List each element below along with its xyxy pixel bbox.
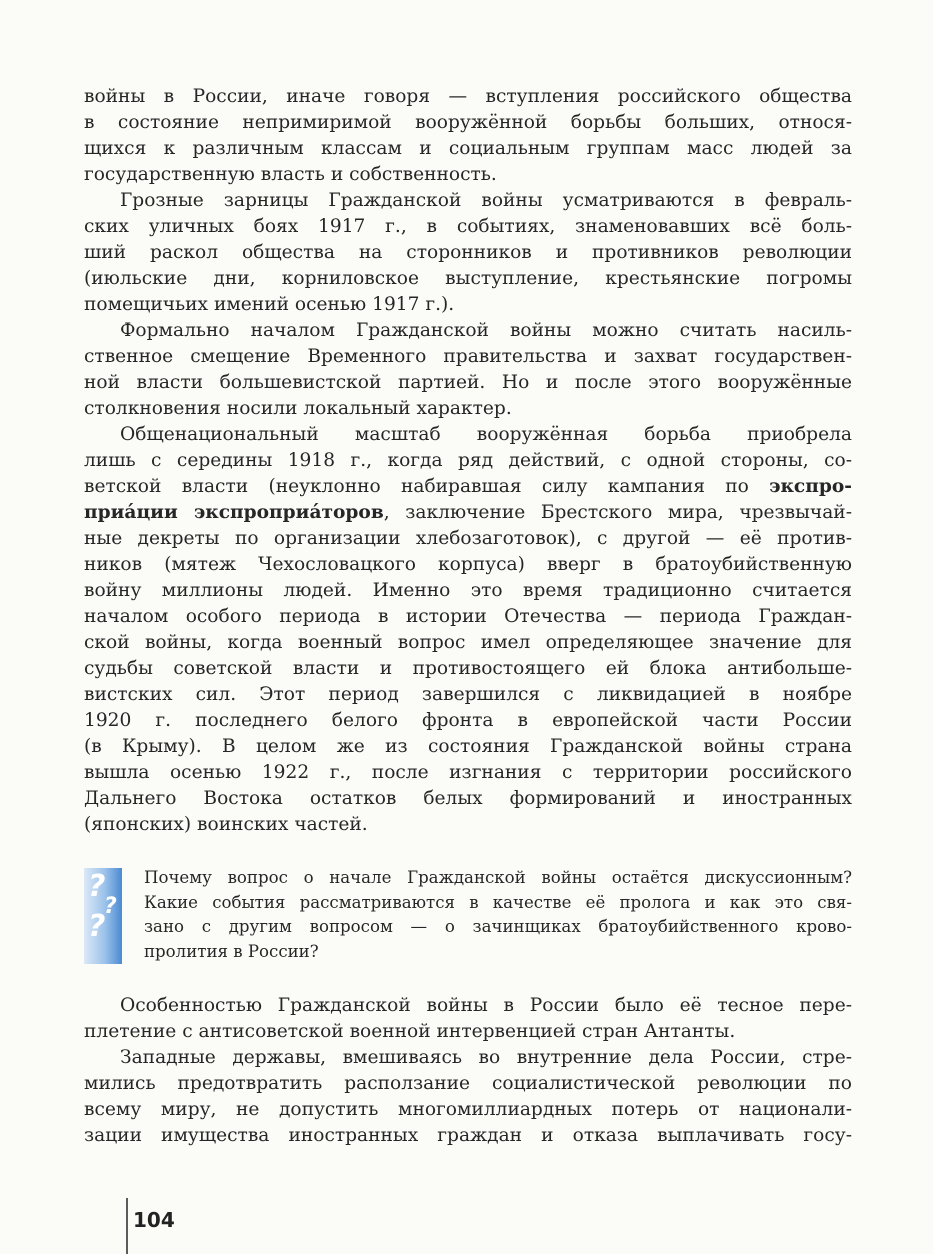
- line-text: ников (мятеж Чехословацкого корпуса) вверг в братоубийственную: [84, 554, 852, 575]
- text-line: [84, 162, 852, 188]
- line-text: вышла осенью 1922 г., после изгнания с территории российского: [84, 762, 852, 783]
- line-text: (японских) воинских частей.: [84, 814, 368, 835]
- question-marks-icon: ? ? ?: [84, 868, 122, 964]
- text-line: [84, 656, 852, 682]
- text-line: [84, 266, 852, 292]
- text-line: [84, 188, 852, 214]
- text-line: [84, 292, 852, 318]
- line-text: щихся к различным классам и социальным группам масс людей за: [84, 138, 852, 159]
- text-line: [84, 578, 852, 604]
- question-text: [144, 866, 852, 964]
- main-text-bottom: [84, 993, 852, 1149]
- line-text: Общенациональный масштаб вооружённая борьба приобрела: [120, 424, 852, 445]
- line-text: помещичьих имений осенью 1917 г.).: [84, 294, 455, 315]
- paragraph: [84, 1045, 852, 1149]
- line-text: (июльские дни, корниловское выступление, крестьянские погромы: [84, 268, 852, 289]
- text-line: [84, 500, 852, 526]
- line-text: зации имущества иностранных граждан и отказа выплачивать госу-: [84, 1125, 852, 1146]
- line-text: лишь с середины 1918 г., когда ряд действий, с одной стороны, со-: [84, 450, 852, 471]
- text-line: [84, 422, 852, 448]
- text-line: [84, 136, 852, 162]
- line-text: Западные державы, вмешиваясь во внутренние дела России, стре-: [120, 1047, 852, 1068]
- text-line: [84, 318, 852, 344]
- line-text: началом особого периода в истории Отечества — периода Граждан-: [84, 606, 852, 627]
- text-line: [84, 682, 852, 708]
- line-text: ской войны, когда военный вопрос имел определяющее значение для: [84, 632, 852, 653]
- text-line: [84, 812, 852, 838]
- main-text-top: [84, 84, 852, 838]
- text-line: [84, 526, 852, 552]
- text-line: [84, 760, 852, 786]
- line-text: войны в России, иначе говоря — вступления российского общества: [84, 86, 852, 107]
- line-text: ший раскол общества на сторонников и противников революции: [84, 242, 852, 263]
- text-line: [84, 1019, 852, 1045]
- paragraph: [84, 84, 852, 188]
- text-line: [84, 734, 852, 760]
- text-line: [84, 110, 852, 136]
- text-line: [84, 448, 852, 474]
- term-bold: экспро-: [769, 476, 852, 497]
- text-line: [84, 552, 852, 578]
- text-line: [84, 240, 852, 266]
- paragraph: [84, 188, 852, 318]
- page-number-rule: [126, 1198, 128, 1254]
- text-line: [84, 630, 852, 656]
- question-line: Почему вопрос о начале Гражданской войны остаётся дискуссионным?: [144, 868, 852, 887]
- question-line: зано с другим вопросом — о зачинщиках братоубийственного крово-: [144, 917, 852, 936]
- paragraph: [84, 422, 852, 838]
- question-line: Какие события рассматриваются в качестве её пролога и как это свя-: [144, 892, 852, 912]
- line-text: вистских сил. Этот период завершился с ликвидацией в ноябре: [84, 684, 852, 705]
- text-line: [84, 1123, 852, 1149]
- paragraph: [84, 993, 852, 1045]
- line-text: (в Крыму). В целом же из состояния Гражданской войны страна: [84, 736, 852, 757]
- text-line: [84, 1045, 852, 1071]
- text-line: [84, 214, 852, 240]
- line-text: Формально началом Гражданской войны можно считать насиль-: [120, 320, 852, 341]
- text-line: [84, 370, 852, 396]
- line-text: 1920 г. последнего белого фронта в европейской части России: [84, 710, 852, 731]
- line-text: ветской власти (неуклонно набиравшая силу кампания по: [84, 476, 770, 497]
- line-text: в состояние непримиримой вооружённой борьбы больших, относя-: [84, 112, 852, 133]
- question-line: пролития в России?: [144, 941, 319, 961]
- text-line: [84, 604, 852, 630]
- text-line: [84, 474, 852, 500]
- line-text: ной власти большевистской партией. Но и после этого вооружённые: [84, 372, 852, 393]
- line-text: ственное смещение Временного правительства и захват государствен-: [84, 346, 852, 367]
- line-text: мились предотвратить расползание социалистической революции по: [84, 1073, 852, 1094]
- line-text: Особенностью Гражданской войны в России было её тесное пере-: [120, 995, 852, 1016]
- line-text: , заключение Брестского мира, чрезвычай-: [383, 502, 852, 523]
- line-text: Дальнего Востока остатков белых формирований и иностранных: [84, 788, 852, 809]
- text-line: [84, 84, 852, 110]
- line-text: войну миллионы людей. Именно это время традиционно считается: [84, 580, 852, 601]
- text-line: [84, 344, 852, 370]
- text-line: [84, 396, 852, 422]
- page-number: 104: [133, 1208, 175, 1232]
- line-text: ные декреты по организации хлебозаготовок), с другой — её против-: [84, 528, 852, 549]
- line-text: столкновения носили локальный характер.: [84, 398, 512, 419]
- text-line: [84, 1097, 852, 1123]
- line-text: государственную власть и собственность.: [84, 164, 497, 185]
- paragraph: [84, 318, 852, 422]
- line-text: Грозные зарницы Гражданской войны усматриваются в февраль-: [120, 190, 852, 211]
- line-text: всему миру, не допустить многомиллиардных потерь от национали-: [84, 1099, 852, 1120]
- text-line: [84, 1071, 852, 1097]
- question-box: [84, 866, 852, 966]
- text-line: [84, 708, 852, 734]
- text-line: [84, 786, 852, 812]
- text-line: [84, 993, 852, 1019]
- term-bold: приáции экспроприáторов: [84, 502, 384, 523]
- line-text: судьбы советской власти и противостоящего ей блока антибольше-: [84, 658, 852, 679]
- line-text: плетение с антисоветской военной интервенцией стран Антанты.: [84, 1021, 736, 1042]
- line-text: ских уличных боях 1917 г., в событиях, знаменовавших всё боль-: [84, 216, 852, 237]
